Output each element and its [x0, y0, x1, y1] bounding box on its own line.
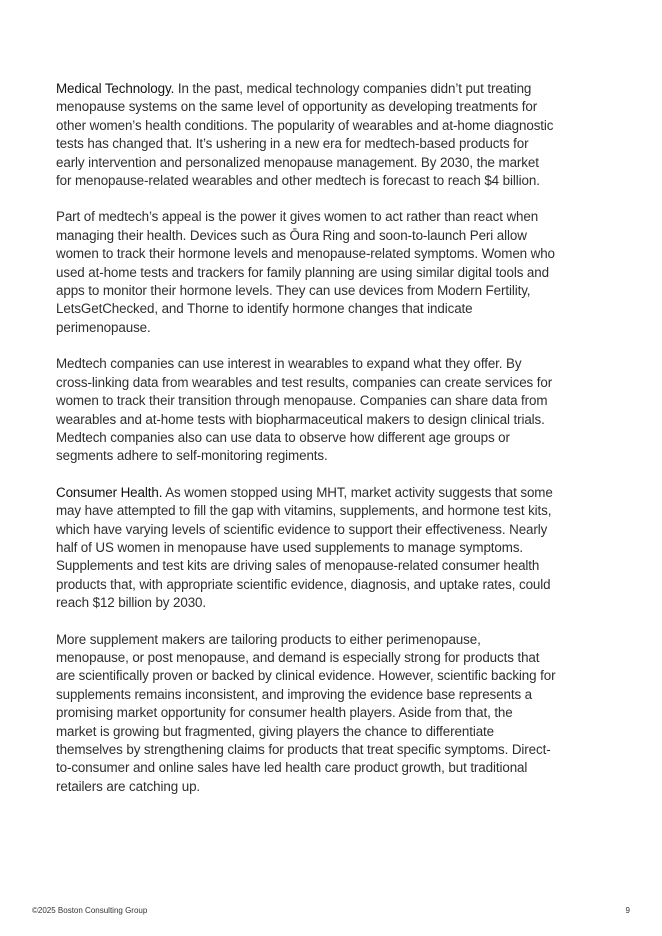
- paragraph-supplement-makers: [56, 631, 556, 797]
- paragraph-text: Medtech companies can use interest in wearables to expand what they offer. By cross-linking data from wearables and test results, companies can create services for women to track their transition through menopause. Companies can share data from wearables and at-home tests with biopharmaceutical makers to design clinical trials. Medtech companies also can use data to observe how different age groups or segments adhere to self-monitoring regiments.: [56, 356, 553, 464]
- paragraph-medical-technology: [56, 80, 556, 190]
- body-content: [56, 80, 556, 814]
- page-footer: [32, 906, 630, 918]
- section-heading-medical-technology: Medical Technology.: [56, 81, 175, 96]
- paragraph-text: As women stopped using MHT, market activity suggests that some may have attempted to fill the gap with vitamins, supplements, and hormone test kits, which have varying levels of scientific evidence to support their effectiveness. Nearly half of US women in menopause have used supplements to manage symptoms. Supplements and test kits are driving sales of menopause-related consumer health products that, with appropriate scientific evidence, diagnosis, and uptake rates, could reach $12 billion by 2030.: [56, 484, 553, 611]
- footer-copyright: ©2025 Boston Consulting Group: [32, 906, 148, 915]
- section-heading-consumer-health: Consumer Health.: [56, 484, 163, 500]
- paragraph-medtech-wearables: [56, 355, 556, 465]
- paragraph-consumer-health: [56, 484, 556, 613]
- paragraph-text: In the past, medical technology companies didn’t put treating menopause systems on the same level of opportunity as developing treatments for other women’s health conditions. The popularity of wearables and at-home diagnostic tests has changed that. It’s ushering in a new era for medtech-based products for early intervention and personalized menopause management. By 2030, the market for menopause-related wearables and other medtech is forecast to reach $4 billion.: [56, 81, 554, 189]
- paragraph-medtech-appeal: [56, 208, 556, 337]
- paragraph-text: Part of medtech’s appeal is the power it gives women to act rather than react when managing their health. Devices such as Ōura Ring and soon-to-launch Peri allow women to track their hormone levels and menopause-related symptoms. Women who used at-home tests and trackers for family planning are using similar digital tools and apps to monitor their hormone levels. They can use devices from Modern Fertility, LetsGetChecked, and Thorne to identify hormone changes that indicate perimenopause.: [56, 209, 555, 335]
- paragraph-text: More supplement makers are tailoring products to either perimenopause, menopause, or post menopause, and demand is especially strong for products that are scientifically proven or backed by clinical evidence. However, scientific backing for supplements remains inconsistent, and improving the evidence base represents a promising market opportunity for consumer health players. Aside from that, the market is growing but fragmented, giving players the chance to differentiate themselves by strengthening claims for products that treat specific symptoms. Direct-to-consumer and online sales have led health care product growth, but traditional retailers are catching up.: [56, 631, 556, 794]
- footer-page-number: 9: [625, 906, 630, 915]
